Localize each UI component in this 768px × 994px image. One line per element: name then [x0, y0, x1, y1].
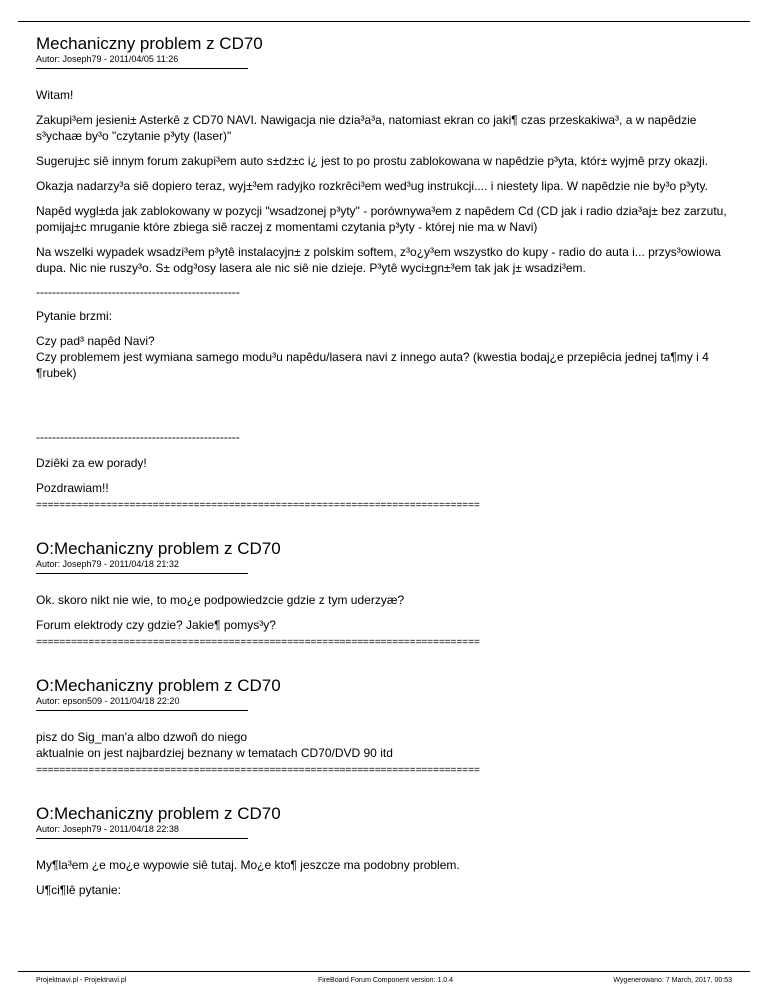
- footer-site: Projektnavi.pl - Projektnavi.pl: [36, 977, 127, 984]
- post-body: [36, 729, 736, 761]
- post-title: O:Mechaniczny problem z CD70: [36, 804, 281, 823]
- post-paragraph: U¶ci¶lê pytanie:: [36, 883, 121, 897]
- top-rule: [18, 21, 750, 22]
- post-paragraph: Na wszelki wypadek wsadzi³em p³ytê instalacyjn± z polskim softem, z³o¿y³em wszystko do kupy - radio do auta i... przys³owiowa dupa. Nic nie ruszy³o. S± odg³osy lasera ale nic siê nie dzieje. P³ytê wyci±gn±³em tak jak j± wsadzi³em.: [36, 245, 721, 275]
- post-paragraph: Dziêki za ew porady!: [36, 456, 147, 470]
- post-paragraph: Witam!: [36, 88, 74, 102]
- meta-divider: [36, 573, 248, 574]
- post-author-meta: Autor: epson509 - 2011/04/18 22:20: [36, 696, 180, 706]
- footer-component-version: FireBoard Forum Component version: 1.0.4: [318, 977, 454, 984]
- dash-divider: ---------------------------------------------------: [36, 430, 240, 444]
- post-paragraph: Napêd wygl±da jak zablokowany w pozycji "wsadzonej p³yty" - porównywa³em z napêdem Cd (CD jak i radio dzia³aj± bez zarzutu, pomijaj±c mruganie które zbiega siê raczej z momentami czytania p³yty - której nie ma w Navi): [36, 204, 727, 234]
- post-title: O:Mechaniczny problem z CD70: [36, 539, 281, 558]
- footer-generated-date: Wygenerowano: 7 March, 2017, 00:53: [613, 977, 732, 984]
- footer-rule: [18, 971, 750, 972]
- post-separator: ============================================================================: [36, 765, 480, 776]
- dash-divider: ---------------------------------------------------: [36, 285, 240, 299]
- post-body: [36, 592, 736, 633]
- post-paragraph: Okazja nadarzy³a siê dopiero teraz, wyj±³em radyjko rozkrêci³em wed³ug instrukcji.... i niestety lipa. W napêdzie nie by³o p³yty.: [36, 179, 708, 193]
- post-3: [36, 676, 736, 777]
- post-author-meta: Autor: Joseph79 - 2011/04/18 21:32: [36, 559, 179, 569]
- post-separator: ============================================================================: [36, 500, 480, 511]
- post-author-meta: Autor: Joseph79 - 2011/04/05 11:26: [36, 54, 179, 64]
- post-title: Mechaniczny problem z CD70: [36, 34, 263, 53]
- post-body: [36, 87, 736, 496]
- forum-thread: [36, 34, 736, 898]
- post-title: O:Mechaniczny problem z CD70: [36, 676, 281, 695]
- post-2: [36, 539, 736, 649]
- post-1: [36, 34, 736, 512]
- meta-divider: [36, 838, 248, 839]
- post-separator: ============================================================================: [36, 637, 480, 648]
- post-paragraph: Pozdrawiam!!: [36, 481, 109, 495]
- post-paragraph: Czy pad³ napêd Navi? Czy problemem jest wymiana samego modu³u napêdu/lasera navi z innego auta? (kwestia bodaj¿e przepiêcia jednej ta¶my i 4 ¶rubek): [36, 334, 709, 380]
- post-body: [36, 857, 736, 898]
- post-paragraph: pisz do Sig_man'a albo dzwoñ do niego aktualnie on jest najbardziej beznany w tematach CD70/DVD 90 itd: [36, 730, 393, 760]
- meta-divider: [36, 68, 248, 69]
- post-paragraph: Zakupi³em jesieni± Asterkê z CD70 NAVI. Nawigacja nie dzia³a³a, natomiast ekran co jaki¶ czas przeskakiwa³, a w napêdzie s³ychaæ by³o "czytanie p³yty (laser)": [36, 113, 697, 143]
- post-paragraph: Pytanie brzmi:: [36, 309, 113, 323]
- post-paragraph: My¶la³em ¿e mo¿e wypowie siê tutaj. Mo¿e kto¶ jeszcze ma podobny problem.: [36, 858, 460, 872]
- post-4: [36, 804, 736, 898]
- post-paragraph: Forum elektrody czy gdzie? Jakie¶ pomys³y?: [36, 618, 276, 632]
- post-paragraph: Ok. skoro nikt nie wie, to mo¿e podpowiedzcie gdzie z tym uderzyæ?: [36, 593, 405, 607]
- post-author-meta: Autor: Joseph79 - 2011/04/18 22:38: [36, 824, 179, 834]
- meta-divider: [36, 710, 248, 711]
- post-paragraph: Sugeruj±c siê innym forum zakupi³em auto s±dz±c i¿ jest to po prostu zablokowana w napêdzie p³yta, któr± wyjmê przy okazji.: [36, 154, 708, 168]
